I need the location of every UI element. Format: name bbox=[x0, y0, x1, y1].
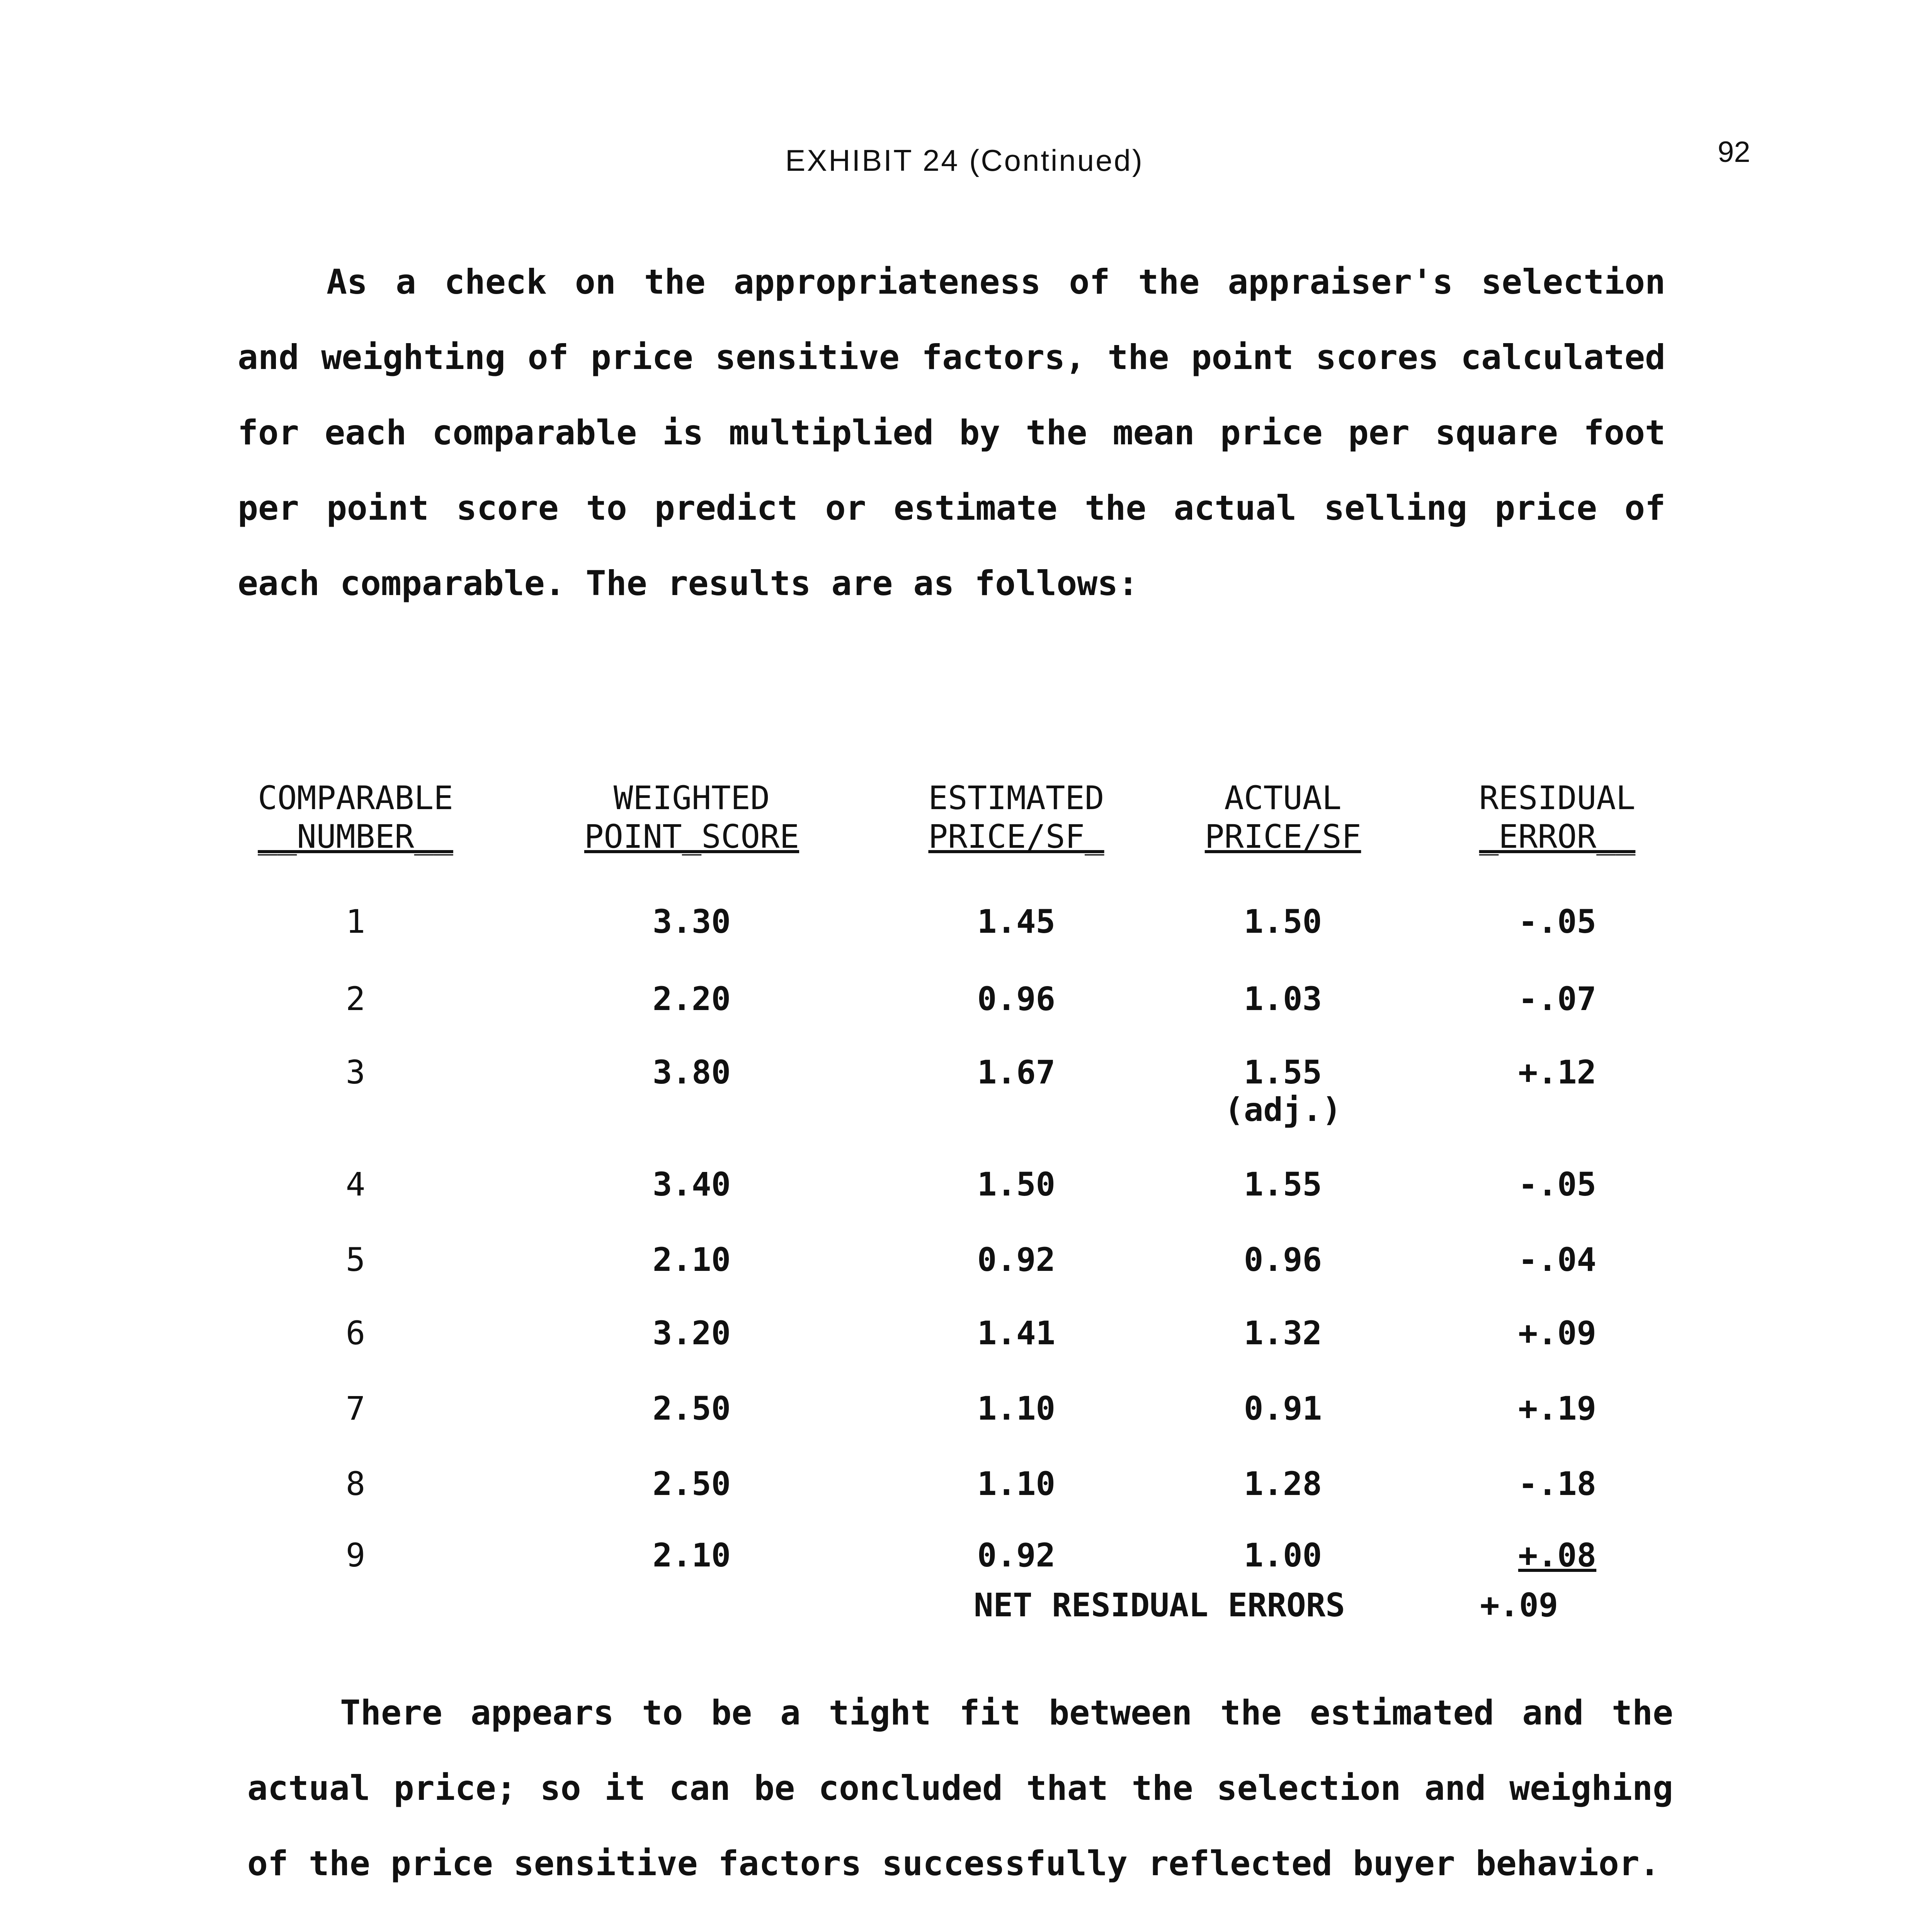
table-cell bbox=[885, 1165, 1148, 1204]
table-cell bbox=[541, 1464, 842, 1503]
column-header-line2: __NUMBER__ bbox=[258, 818, 453, 855]
table-cell bbox=[1449, 1536, 1665, 1575]
cell-value: +.09 bbox=[1518, 1314, 1597, 1352]
table-cell bbox=[1179, 1240, 1387, 1279]
cell-value: 1.32 bbox=[1243, 1314, 1322, 1352]
cell-value: +.08 bbox=[1518, 1536, 1597, 1574]
table-cell bbox=[885, 902, 1148, 941]
cell-value: 0.91 bbox=[1243, 1389, 1322, 1427]
table-cell bbox=[1449, 1464, 1665, 1503]
column-header-residual-error bbox=[1449, 779, 1665, 856]
table-cell bbox=[541, 1053, 842, 1092]
cell-value: 1.50 bbox=[1243, 903, 1322, 940]
table-cell bbox=[1449, 1165, 1665, 1204]
cell-value: 3.20 bbox=[652, 1314, 731, 1352]
cell-value: 1.41 bbox=[977, 1314, 1056, 1352]
cell-value: 1.10 bbox=[977, 1465, 1056, 1503]
cell-value: 1.28 bbox=[1243, 1465, 1322, 1503]
cell-value: -.05 bbox=[1518, 1165, 1597, 1203]
table-cell bbox=[1179, 1053, 1387, 1128]
table-cell bbox=[1179, 1464, 1387, 1503]
table-cell bbox=[238, 902, 473, 941]
table-cell bbox=[885, 1240, 1148, 1279]
cell-value: +.19 bbox=[1518, 1389, 1597, 1427]
table-cell bbox=[1449, 902, 1665, 941]
column-header-line1: ACTUAL bbox=[1224, 779, 1342, 817]
cell-value: +.12 bbox=[1518, 1053, 1597, 1091]
cell-value: 7 bbox=[345, 1389, 366, 1427]
page-number: 92 bbox=[1718, 136, 1750, 168]
cell-value: 3.40 bbox=[652, 1165, 731, 1203]
table-cell bbox=[541, 1165, 842, 1204]
cell-value: 2.50 bbox=[652, 1389, 731, 1427]
cell-value: 2.10 bbox=[652, 1536, 731, 1574]
cell-value: -.07 bbox=[1518, 980, 1597, 1018]
cell-value: -.04 bbox=[1518, 1241, 1597, 1279]
table-cell bbox=[541, 1314, 842, 1352]
table-cell bbox=[238, 980, 473, 1018]
table-cell bbox=[1179, 1314, 1387, 1352]
cell-value: 1.45 bbox=[977, 903, 1056, 940]
cell-value: 0.92 bbox=[977, 1241, 1056, 1279]
column-header-weighted-point-score bbox=[541, 779, 842, 856]
table-cell bbox=[541, 902, 842, 941]
cell-value: 1.03 bbox=[1243, 980, 1322, 1018]
cell-value: 1.50 bbox=[977, 1165, 1056, 1203]
table-cell bbox=[238, 1536, 473, 1575]
exhibit-title: EXHIBIT 24 (Continued) bbox=[785, 143, 1144, 177]
cell-value: -.18 bbox=[1518, 1465, 1597, 1503]
table-cell bbox=[885, 1389, 1148, 1428]
cell-value: 1 bbox=[345, 903, 366, 940]
cell-value: 6 bbox=[345, 1314, 366, 1352]
cell-value: 0.96 bbox=[1243, 1241, 1322, 1279]
net-residual-value: +.09 bbox=[1480, 1586, 1558, 1624]
table-cell bbox=[541, 980, 842, 1018]
table-cell bbox=[238, 1053, 473, 1092]
table-cell bbox=[1179, 1536, 1387, 1575]
net-residual-label: NET RESIDUAL ERRORS bbox=[974, 1586, 1345, 1624]
table-cell bbox=[541, 1536, 842, 1575]
cell-value: 1.67 bbox=[977, 1053, 1056, 1091]
cell-value: 1.10 bbox=[977, 1389, 1056, 1427]
column-header-line1: RESIDUAL bbox=[1479, 779, 1636, 817]
cell-note: (adj.) bbox=[1224, 1091, 1342, 1129]
cell-value: 4 bbox=[345, 1165, 366, 1203]
table-cell bbox=[541, 1240, 842, 1279]
table-cell bbox=[238, 1314, 473, 1352]
cell-value: 2.20 bbox=[652, 980, 731, 1018]
column-header-actual-price bbox=[1179, 779, 1387, 856]
table-cell bbox=[1179, 1165, 1387, 1204]
cell-value: 8 bbox=[345, 1465, 366, 1503]
table-cell bbox=[238, 1240, 473, 1279]
table-cell bbox=[1179, 980, 1387, 1018]
cell-value: -.05 bbox=[1518, 903, 1597, 940]
table-cell bbox=[238, 1464, 473, 1503]
cell-value: 3 bbox=[345, 1053, 366, 1091]
cell-value: 5 bbox=[345, 1241, 366, 1279]
column-header-line2: _ERROR__ bbox=[1479, 818, 1636, 855]
intro-paragraph: As a check on the appropriateness of the appraiser's selection and weighting of price sensitive factors, the point scores calculated for each comparable is multiplied by the mean price per square foot per point score to predict or estimate the actual selling price of each comparable. The results are as follows: bbox=[238, 262, 1665, 603]
table-cell bbox=[885, 1536, 1148, 1575]
table-cell bbox=[885, 980, 1148, 1018]
column-header-line2: PRICE/SF bbox=[1204, 818, 1361, 855]
cell-value: 1.00 bbox=[1243, 1536, 1322, 1574]
table-cell bbox=[238, 1389, 473, 1428]
column-header-line2: POINT_SCORE bbox=[584, 818, 799, 855]
cell-value: 9 bbox=[345, 1536, 366, 1574]
cell-value: 2.10 bbox=[652, 1241, 731, 1279]
cell-value: 0.92 bbox=[977, 1536, 1056, 1574]
results-table bbox=[0, 779, 1929, 1644]
cell-value: 3.80 bbox=[652, 1053, 731, 1091]
table-cell bbox=[1449, 1053, 1665, 1092]
table-cell bbox=[885, 1053, 1148, 1092]
table-cell bbox=[885, 1464, 1148, 1503]
cell-value: 3.30 bbox=[652, 903, 731, 940]
table-cell bbox=[1179, 902, 1387, 941]
column-header-estimated-price bbox=[885, 779, 1148, 856]
table-cell bbox=[1449, 1240, 1665, 1279]
table-cell bbox=[238, 1165, 473, 1204]
conclusion-paragraph: There appears to be a tight fit between the estimated and the actual price; so it can be concluded that the selection and weighing of the price sensitive factors successfully reflected buyer behavior. bbox=[247, 1693, 1673, 1883]
table-cell bbox=[541, 1389, 842, 1428]
column-header-line1: WEIGHTED bbox=[613, 779, 770, 817]
column-header-comparable-number bbox=[238, 779, 473, 856]
column-header-line2: PRICE/SF_ bbox=[928, 818, 1104, 855]
column-header-line1: ESTIMATED bbox=[928, 779, 1104, 817]
cell-value: 2 bbox=[345, 980, 366, 1018]
cell-value: 1.55 bbox=[1243, 1053, 1322, 1091]
column-header-line1: COMPARABLE bbox=[258, 779, 453, 817]
cell-value: 0.96 bbox=[977, 980, 1056, 1018]
table-cell bbox=[1449, 1314, 1665, 1352]
table-cell bbox=[885, 1314, 1148, 1352]
table-cell bbox=[1179, 1389, 1387, 1428]
table-cell bbox=[1449, 980, 1665, 1018]
cell-value: 1.55 bbox=[1243, 1165, 1322, 1203]
cell-value: 2.50 bbox=[652, 1465, 731, 1503]
table-cell bbox=[1449, 1389, 1665, 1428]
